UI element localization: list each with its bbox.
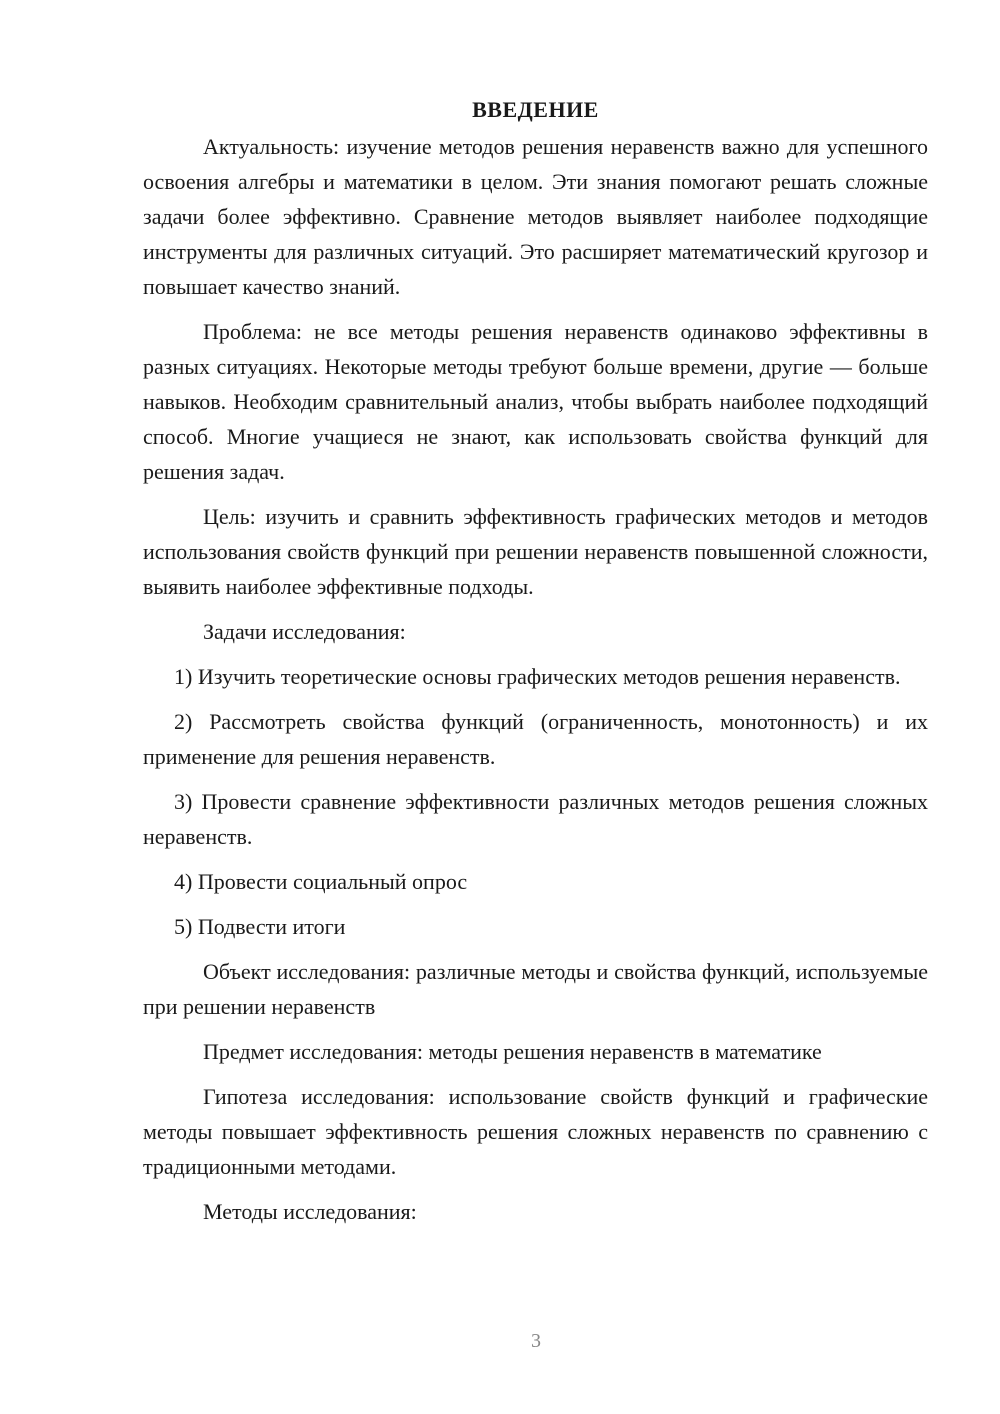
relevance-paragraph: Актуальность: изучение методов решения неравенств важно для успешного освоения алгебры и математики в целом. Эти знания помогают решать сложные задачи более эффективно. Сравнение методов выявляет наиболее подходящие инструменты для различных ситуаций. Это расширяет математический кругозор и повышает качество знаний. bbox=[143, 134, 928, 299]
list-item: 2) Рассмотреть свойства функций (ограниченность, монотонность) и их применение для решения неравенств. bbox=[143, 709, 928, 769]
document-page bbox=[143, 92, 928, 1239]
subject-paragraph: Предмет исследования: методы решения неравенств в математике bbox=[203, 1039, 822, 1064]
goal-paragraph: Цель: изучить и сравнить эффективность графических методов и методов использования свойств функций при решении неравенств повышенной сложности, выявить наиболее эффективные подходы. bbox=[143, 504, 928, 599]
hypothesis-paragraph: Гипотеза исследования: использование свойств функций и графические методы повышает эффективность решения сложных неравенств по сравнению с традиционными методами. bbox=[143, 1084, 928, 1179]
tasks-heading: Задачи исследования: bbox=[203, 619, 406, 644]
list-item: 3) Провести сравнение эффективности различных методов решения сложных неравенств. bbox=[143, 789, 928, 849]
methods-heading: Методы исследования: bbox=[203, 1199, 417, 1224]
object-paragraph: Объект исследования: различные методы и свойства функций, используемые при решении неравенств bbox=[143, 959, 928, 1019]
problem-paragraph: Проблема: не все методы решения неравенств одинаково эффективны в разных ситуациях. Некоторые методы требуют больше времени, другие — больше навыков. Необходим сравнительный анализ, чтобы выбрать наиболее подходящий способ. Многие учащиеся не знают, как использовать свойства функций для решения задач. bbox=[143, 319, 928, 484]
list-item: 5) Подвести итоги bbox=[174, 914, 346, 939]
tasks-list bbox=[143, 659, 928, 944]
list-item: 1) Изучить теоретические основы графических методов решения неравенств. bbox=[174, 664, 901, 689]
section-title: ВВЕДЕНИЕ bbox=[472, 97, 599, 122]
list-item: 4) Провести социальный опрос bbox=[174, 869, 468, 894]
page-number: 3 bbox=[531, 1330, 541, 1352]
